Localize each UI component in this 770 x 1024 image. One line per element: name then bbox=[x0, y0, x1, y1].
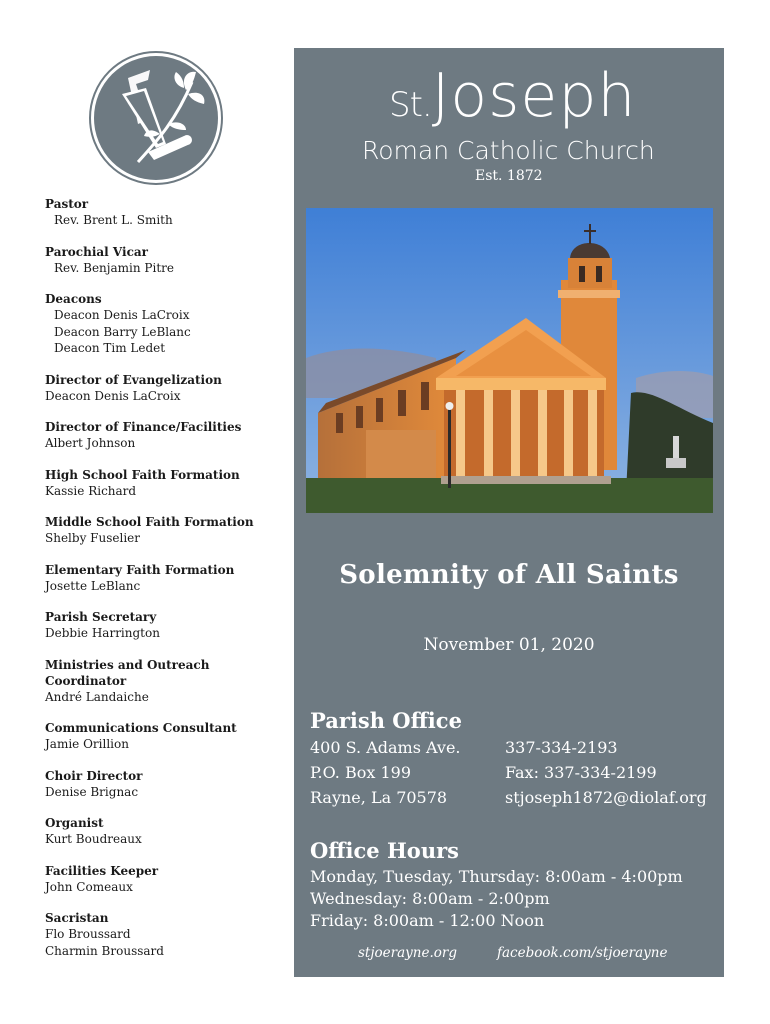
staff-role-title: Elementary Faith Formation bbox=[45, 562, 235, 577]
staff-group bbox=[45, 815, 290, 848]
staff-member-name: Deacon Denis LaCroix bbox=[54, 308, 190, 322]
office-hours-line: Wednesday: 8:00am - 2:00pm bbox=[310, 889, 550, 908]
wordmark-st: St. bbox=[389, 85, 432, 125]
staff-role-title: Pastor bbox=[45, 197, 89, 211]
staff-member-name: Debbie Harrington bbox=[45, 626, 160, 640]
church-logo bbox=[88, 50, 224, 186]
staff-group bbox=[45, 467, 290, 500]
wordmark-joseph: Joseph bbox=[431, 61, 637, 131]
staff-group bbox=[45, 910, 290, 959]
staff-role-title: Choir Director bbox=[45, 768, 143, 783]
feast-title: Solemnity of All Saints bbox=[339, 560, 679, 590]
established-year: Est. 1872 bbox=[475, 168, 543, 184]
address-line: 400 S. Adams Ave. bbox=[310, 738, 461, 757]
website-link[interactable]: stjoerayne.org bbox=[358, 945, 457, 961]
staff-member-name: Flo Broussard bbox=[45, 927, 131, 941]
staff-member-name: Deacon Denis LaCroix bbox=[45, 388, 181, 403]
staff-role-title: Ministries and Outreach Coordinator bbox=[45, 657, 210, 688]
bulletin-date: November 01, 2020 bbox=[423, 635, 595, 655]
facebook-link[interactable]: facebook.com/stjoerayne bbox=[497, 945, 668, 961]
staff-role-title: High School Faith Formation bbox=[45, 467, 240, 482]
staff-role-title: Parish Secretary bbox=[45, 610, 157, 624]
address-line: Rayne, La 70578 bbox=[310, 788, 448, 807]
bulletin-cover-panel bbox=[294, 48, 724, 977]
staff-role-title: Middle School Faith Formation bbox=[45, 515, 254, 529]
phone-number[interactable]: 337-334-2193 bbox=[505, 738, 618, 757]
staff-group bbox=[45, 514, 290, 547]
parish-office-heading: Parish Office bbox=[310, 708, 462, 733]
office-hours-line: Monday, Tuesday, Thursday: 8:00am - 4:00pm bbox=[310, 867, 683, 886]
staff-group bbox=[45, 657, 290, 706]
staff-role-title: Sacristan bbox=[45, 911, 109, 925]
church-subtitle: Roman Catholic Church bbox=[362, 136, 655, 165]
staff-member-name: Rev. Benjamin Pitre bbox=[54, 260, 174, 275]
church-wordmark bbox=[389, 61, 637, 131]
office-hours-line: Friday: 8:00am - 12:00 Noon bbox=[310, 911, 545, 930]
staff-directory bbox=[45, 196, 290, 974]
staff-member-name: André Landaiche bbox=[45, 689, 149, 704]
staff-group bbox=[45, 863, 290, 896]
staff-member-name: Kurt Boudreaux bbox=[45, 832, 142, 846]
staff-role-title: Organist bbox=[45, 816, 104, 830]
staff-role-title: Director of Finance/Facilities bbox=[45, 420, 242, 434]
staff-role-title: Communications Consultant bbox=[45, 721, 237, 735]
fax-number: Fax: 337-334-2199 bbox=[505, 763, 657, 782]
staff-role-title: Parochial Vicar bbox=[45, 244, 148, 259]
staff-group bbox=[45, 196, 290, 229]
staff-group bbox=[45, 419, 290, 452]
staff-member-name: Rev. Brent L. Smith bbox=[54, 213, 173, 227]
staff-group bbox=[45, 372, 290, 405]
staff-member-name: John Comeaux bbox=[45, 879, 133, 894]
staff-member-name: Deacon Tim Ledet bbox=[54, 341, 166, 355]
staff-group bbox=[45, 609, 290, 642]
staff-member-name: Shelby Fuselier bbox=[45, 531, 140, 545]
email-link[interactable]: stjoseph1872@diolaf.org bbox=[505, 788, 707, 807]
church-photo bbox=[306, 208, 713, 513]
staff-group bbox=[45, 562, 290, 595]
staff-member-name: Albert Johnson bbox=[45, 436, 136, 450]
staff-role-title: Deacons bbox=[45, 292, 102, 306]
staff-member-name: Charmin Broussard bbox=[45, 943, 164, 958]
staff-member-name: Denise Brignac bbox=[45, 784, 139, 799]
staff-role-title: Facilities Keeper bbox=[45, 863, 159, 878]
staff-member-name: Jamie Orillion bbox=[45, 737, 129, 751]
staff-member-name: Josette LeBlanc bbox=[45, 578, 141, 593]
staff-group bbox=[45, 768, 290, 801]
address-line: P.O. Box 199 bbox=[310, 763, 411, 782]
staff-member-name: Deacon Barry LeBlanc bbox=[54, 324, 191, 339]
office-hours-heading: Office Hours bbox=[310, 838, 459, 863]
staff-role-title: Director of Evangelization bbox=[45, 372, 222, 387]
staff-group bbox=[45, 720, 290, 753]
staff-group bbox=[45, 244, 290, 277]
staff-group bbox=[45, 291, 290, 357]
staff-member-name: Kassie Richard bbox=[45, 483, 137, 498]
